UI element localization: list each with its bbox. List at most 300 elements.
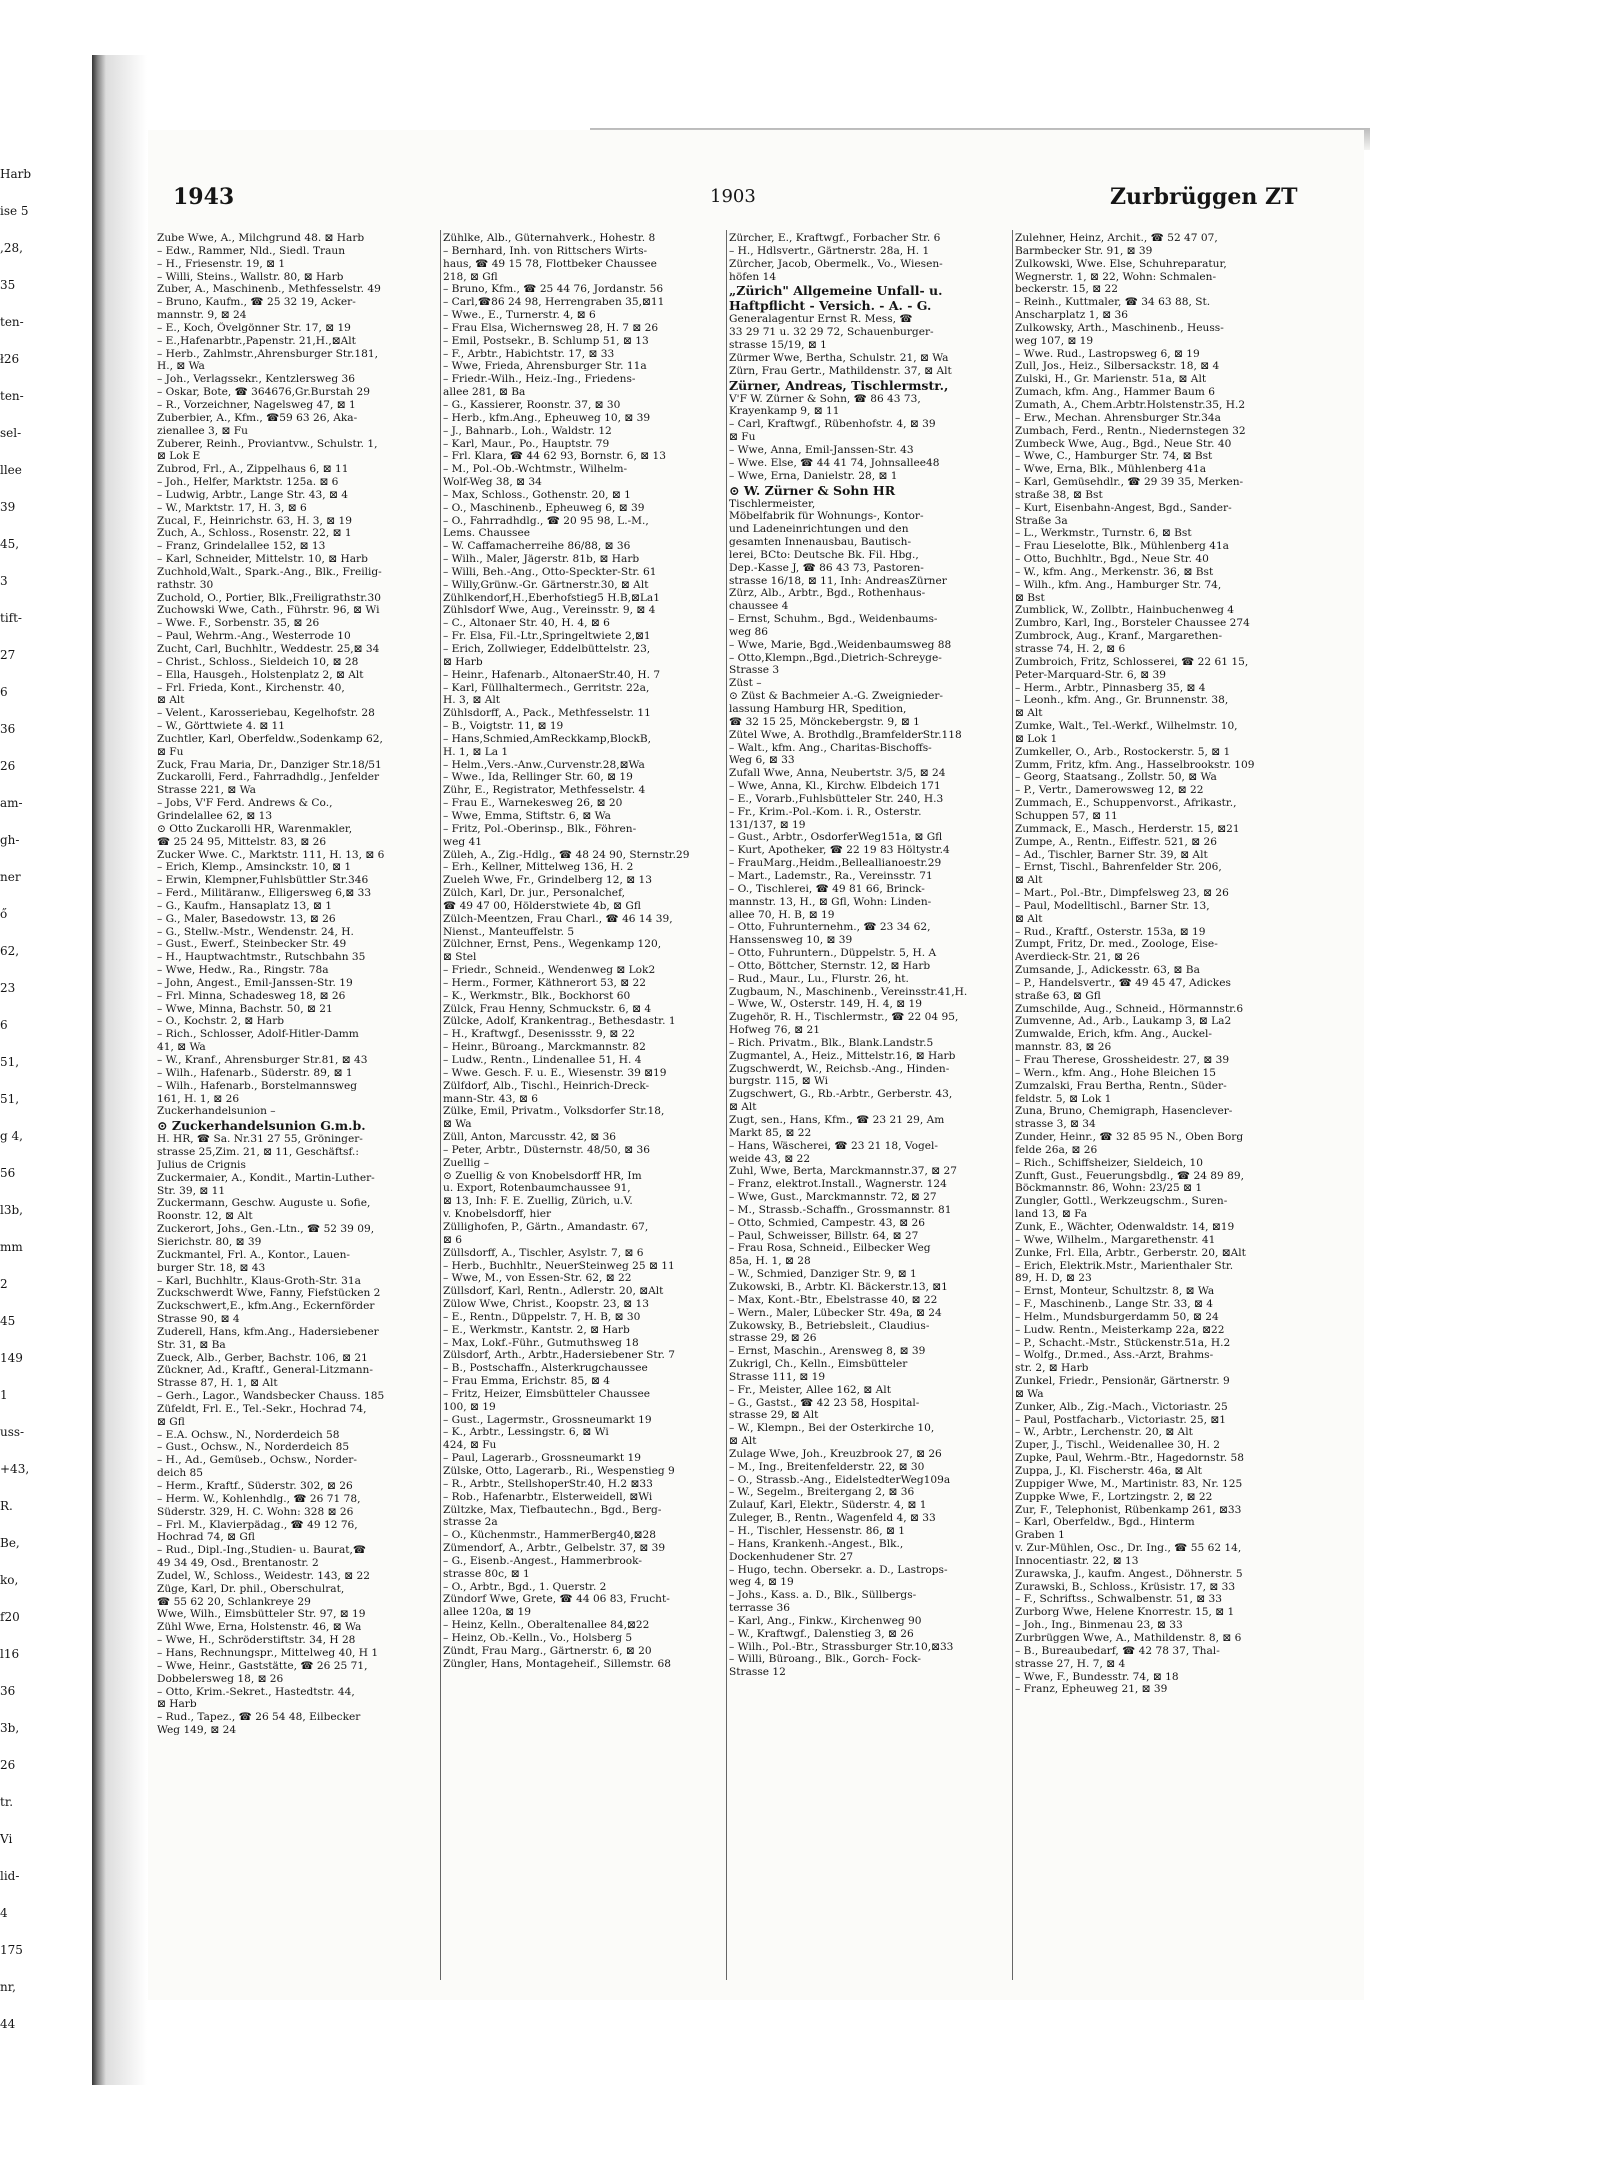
fragment-text: 23 — [0, 981, 16, 995]
directory-entry: 33 29 71 u. 32 29 72, Schauenburger- — [729, 326, 934, 339]
directory-entry: – Ludwig, Arbtr., Lange Str. 43, ⊠ 4 — [157, 488, 348, 501]
directory-entry: Wolf-Weg 38, ⊠ 34 — [443, 476, 542, 489]
directory-entry: – J., Bahnarb., Loh., Waldstr. 12 — [443, 424, 612, 437]
directory-entry: Zumkeller, O., Arb., Rostockerstr. 5, ⊠ 1 — [1015, 745, 1231, 758]
directory-entry: Strasse 12 — [729, 1666, 786, 1679]
directory-entry: – F., Arbtr., Habichtstr. 17, ⊠ 33 — [443, 347, 615, 360]
directory-entry: 85a, H. 1, ⊠ 28 — [729, 1255, 811, 1268]
directory-entry: Dep.-Kasse J, ☎ 86 43 73, Pastoren- — [729, 561, 924, 574]
directory-entry: Zürmer Wwe, Bertha, Schulstr. 21, ⊠ Wa — [729, 351, 949, 364]
directory-entry: – Wilh., kfm. Ang., Hamburger Str. 74, — [1015, 578, 1222, 591]
directory-entry: Zühlkendorf,H.,Eberhofstieg5 H.B,⊠La1 — [443, 591, 660, 604]
directory-entry: 41, ⊠ Wa — [157, 1041, 206, 1054]
directory-entry: Zurawska, J., kaufm. Angest., Döhnerstr. 5 — [1015, 1567, 1243, 1580]
directory-entry: Zückner, Ad., Kraftf., General-Litzmann- — [157, 1364, 373, 1377]
fragment-text: lid- — [0, 1869, 20, 1883]
directory-entry: strasse 29, ⊠ Alt — [729, 1409, 819, 1422]
directory-entry: ⊠ Alt — [1015, 912, 1043, 925]
directory-entry: – Herb., kfm.Ang., Epheuweg 10, ⊠ 39 — [443, 411, 651, 424]
directory-entry: 424, ⊠ Fu — [443, 1439, 497, 1452]
directory-entry: – Max, Lokf.-Führ., Gutmuthsweg 18 — [443, 1336, 639, 1349]
directory-entry: Zürcher, E., Kraftwgf., Forbacher Str. 6 — [729, 232, 941, 244]
fragment-text: llee — [0, 463, 22, 477]
directory-entry: – Velent., Karosseriebau, Kegelhofstr. 28 — [157, 707, 375, 720]
directory-entry: Zudel, W., Schloss., Weidestr. 143, ⊠ 22 — [157, 1569, 370, 1582]
directory-entry: – Otto, Fuhruntern., Düppelstr. 5, H. A — [729, 947, 937, 960]
directory-entry: 89, H. D, ⊠ 23 — [1015, 1272, 1092, 1285]
directory-entry: – Karl, Oberfeldw., Bgd., Hinterm — [1015, 1516, 1195, 1529]
directory-entry: ⊠ Lok E — [157, 450, 201, 463]
directory-entry: – Heinz, Ob.-Kelln., Vo., Holsberg 5 — [443, 1631, 633, 1644]
directory-entry: ☎ 49 47 00, Hölderstwiete 4b, ⊠ Gfl — [443, 899, 641, 912]
directory-entry: – W., kfm. Ang., Merkenstr. 36, ⊠ Bst — [1015, 565, 1214, 578]
directory-entry: – B., Bureaubedarf, ☎ 42 78 37, Thal- — [1015, 1644, 1220, 1657]
directory-entry: – Bruno, Kaufm., ☎ 25 32 19, Acker- — [157, 296, 356, 309]
directory-entry: ⊠ Lok 1 — [1015, 732, 1058, 745]
directory-entry: – Ferd., Militäranw., Elligersweg 6,⊠ 33 — [157, 887, 372, 900]
directory-entry: – Friedr.-Wilh., Heiz.-Ing., Friedens- — [443, 373, 636, 386]
directory-entry: ⊠ Alt — [157, 694, 185, 707]
directory-entry: – Mart., Pol.-Btr., Dimpfelsweg 23, ⊠ 26 — [1015, 887, 1229, 900]
directory-entry: Zumbroich, Fritz, Schlosserei, ☎ 22 61 15, — [1015, 655, 1249, 668]
fragment-text: 26 — [0, 759, 16, 773]
fragment-text: l16 — [0, 1647, 20, 1661]
directory-entry: Zumpt, Fritz, Dr. med., Zoologe, Eise- — [1015, 938, 1218, 951]
directory-entry: – Oskar, Bote, ☎ 364676,Gr.Burstah 29 — [157, 386, 371, 399]
directory-entry: Zummach, E., Schuppenvorst., Afrikastr., — [1015, 797, 1237, 810]
fragment-text: 56 — [0, 1166, 16, 1180]
directory-entry: – G., Gastst., ☎ 42 23 58, Hospital- — [729, 1396, 920, 1409]
directory-entry: – W., Schmied, Danziger Str. 9, ⊠ 1 — [729, 1268, 917, 1281]
directory-entry: – Joh., Verlagssekr., Kentzlersweg 36 — [157, 373, 355, 386]
directory-entry: – Wwe, Wilhelm., Margarethenstr. 41 — [1015, 1233, 1216, 1246]
directory-entry: ⊙ Otto Zuckarolli HR, Warenmakler, — [157, 822, 353, 835]
directory-entry: Wwe, Wilh., Eimsbütteler Str. 97, ⊠ 19 — [157, 1608, 366, 1621]
directory-entry: ☎ 32 15 25, Mönckebergstr. 9, ⊠ 1 — [729, 715, 920, 728]
directory-entry: – Erich, Klemp., Amsinckstr. 10, ⊠ 1 — [157, 861, 352, 874]
directory-entry: – Heinz, Kelln., Oberaltenallee 84,⊠22 — [443, 1619, 650, 1632]
directory-entry: – Rud., Tapez., ☎ 26 54 48, Eilbecker — [157, 1711, 361, 1724]
directory-entry: Zülck, Frau Henny, Schmuckstr. 6, ⊠ 4 — [443, 1002, 652, 1015]
directory-entry: 161, H. 1, ⊠ 26 — [157, 1092, 240, 1105]
fragment-text: 26 — [0, 1758, 16, 1772]
directory-entry: höfen 14 — [729, 270, 777, 283]
directory-entry: Zuckarolli, Ferd., Fahrradhdlg., Jenfelder — [157, 771, 380, 784]
directory-entry: Zulehner, Heinz, Archit., ☎ 52 47 07, — [1015, 232, 1218, 244]
directory-entry: Zurborg Wwe, Helene Knorrestr. 15, ⊠ 1 — [1015, 1606, 1235, 1619]
directory-entry: – P., Vertr., Damerowsweg 12, ⊠ 22 — [1015, 784, 1204, 797]
directory-entry: – Helm.,Vers.-Anw.,Curvenstr.28,⊠Wa — [443, 758, 645, 771]
directory-entry: v. Knobelsdorff, hier — [443, 1208, 552, 1221]
directory-entry: – Otto, Schmied, Campestr. 43, ⊠ 26 — [729, 1216, 925, 1229]
directory-entry: – Paul, Lagerarb., Grossneumarkt 19 — [443, 1452, 641, 1465]
directory-entry: Peter-Marquard-Str. 6, ⊠ 39 — [1015, 668, 1167, 681]
directory-entry: Zukrigl, Ch., Kelln., Eimsbütteler — [729, 1358, 908, 1371]
fragment-text: R. — [0, 1499, 13, 1513]
directory-entry: – Joh., Helfer, Marktstr. 125a. ⊠ 6 — [157, 476, 339, 489]
directory-entry: Zülfdorf, Alb., Tischl., Heinrich-Dreck- — [443, 1079, 650, 1092]
directory-entry: – Wern., Maler, Lübecker Str. 49a, ⊠ 24 — [729, 1306, 942, 1319]
directory-entry: – Fr., Meister, Allee 162, ⊠ Alt — [729, 1383, 891, 1396]
directory-entry: Zumblick, W., Zollbtr., Hainbuchenweg 4 — [1015, 604, 1235, 617]
directory-entry: Hofweg 76, ⊠ 21 — [729, 1024, 820, 1037]
fragment-text: 6 — [0, 1018, 8, 1032]
directory-entry: Zülsdorf, Arth., Arbtr.,Hadersiebener Str. 7 — [443, 1349, 676, 1362]
directory-entry: – Otto, Buchhltr., Bgd., Neue Str. 40 — [1015, 553, 1209, 566]
directory-entry: Zunker, Alb., Zig.-Mach., Victoriastr. 25 — [1015, 1400, 1228, 1413]
directory-entry: – H., Ad., Gemüseb., Ochsw., Norder- — [157, 1454, 357, 1467]
directory-entry: Julius de Crignis — [157, 1158, 246, 1171]
directory-entry: Zumke, Walt., Tel.-Werkf., Wilhelmstr. 10, — [1015, 720, 1238, 733]
directory-entry: Zühr, E., Registrator, Methfesselstr. 4 — [443, 784, 646, 797]
directory-entry: – Gust., Arbtr., OsdorferWeg151a, ⊠ Gfl — [729, 831, 943, 844]
directory-entry: – Hans, Rechnungspr., Mittelweg 40, H 1 — [157, 1646, 379, 1659]
directory-entry: – Frl. M., Klavierpädag., ☎ 49 12 76, — [157, 1518, 358, 1531]
directory-entry: – Helm., Mundsburgerdamm 50, ⊠ 24 — [1015, 1310, 1219, 1323]
directory-entry: – E., Werkmstr., Kantstr. 2, ⊠ Harb — [443, 1323, 630, 1336]
directory-entry: – Wwe, Minna, Bachstr. 50, ⊠ 21 — [157, 1002, 333, 1015]
directory-entry: – E.A. Ochsw., N., Norderdeich 58 — [157, 1428, 340, 1441]
directory-entry: Zuhl, Wwe, Berta, Marckmannstr.37, ⊠ 27 — [729, 1165, 958, 1178]
directory-entry: Markt 85, ⊠ 22 — [729, 1126, 812, 1139]
directory-entry: – R., Vorzeichner, Nagelsweg 47, ⊠ 1 — [157, 398, 356, 411]
directory-entry: – Wilh., Hafenarb., Süderstr. 89, ⊠ 1 — [157, 1066, 353, 1079]
directory-entry: – H., Kraftwgf., Desenissstr. 9, ⊠ 22 — [443, 1028, 636, 1041]
directory-entry: Zunke, Frl. Ella, Arbtr., Gerberstr. 20, ⊠Alt — [1015, 1246, 1246, 1259]
directory-entry: Zuberer, Reinh., Proviantvw., Schulstr. 1, — [157, 437, 378, 450]
directory-entry: – Karl, Maur., Po., Hauptstr. 79 — [443, 437, 610, 450]
directory-entry: Zugbaum, N., Maschinenb., Vereinsstr.41,H. — [729, 985, 968, 998]
directory-entry: – Wwe, W., Osterstr. 149, H. 4, ⊠ 19 — [729, 998, 922, 1011]
directory-entry: – Edw., Rammer, Nld., Siedl. Traun — [157, 244, 346, 257]
directory-entry: – Bernhard, Inh. von Rittschers Wirts- — [443, 244, 648, 257]
directory-entry: Zumm, Fritz, kfm. Ang., Hasselbrookstr. 109 — [1015, 758, 1255, 771]
directory-entry: – K., Arbtr., Lessingstr. 6, ⊠ Wi — [443, 1426, 609, 1439]
directory-entry: Zugmantel, A., Heiz., Mittelstr.16, ⊠ Harb — [729, 1049, 956, 1062]
directory-entry: Anscharplatz 1, ⊠ 36 — [1015, 309, 1128, 322]
directory-entry: – Emil, Postsekr., B. Schlump 51, ⊠ 13 — [443, 334, 649, 347]
directory-entry: – Franz, Epheuweg 21, ⊠ 39 — [1015, 1683, 1168, 1696]
directory-entry: Züst – — [729, 677, 762, 690]
fragment-text: f20 — [0, 1610, 20, 1624]
directory-entry: Zuchowski Wwe, Cath., Führstr. 96, ⊠ Wi — [157, 604, 380, 617]
directory-entry: Züll, Anton, Marcusstr. 42, ⊠ 36 — [443, 1131, 617, 1144]
fragment-text: 45 — [0, 1314, 16, 1328]
directory-entry: Zugschwert, G., Rb.-Arbtr., Gerberstr. 43, — [729, 1088, 953, 1101]
directory-entry: Zuckermaier, A., Kondit., Martin-Luther- — [157, 1171, 375, 1184]
directory-entry: Zumath, A., Chem.Arbtr.Holstenstr.35, H.2 — [1015, 398, 1246, 411]
directory-entry: land 13, ⊠ Fa — [1015, 1208, 1088, 1221]
directory-entry: Zündorf Wwe, Grete, ☎ 44 06 83, Frucht- — [443, 1593, 670, 1606]
directory-entry: „Zürich" Allgemeine Unfall- u. — [729, 283, 943, 299]
directory-entry: – Wwe, H., Schröderstiftstr. 34, H 28 — [157, 1634, 356, 1647]
directory-entry: Weg 149, ⊠ 24 — [157, 1724, 237, 1737]
directory-entry: Zungler, Gottl., Werkzeugschm., Suren- — [1015, 1195, 1228, 1208]
directory-entry: lerei, BCto: Deutsche Bk. Fil. Hbg., — [729, 548, 919, 561]
directory-entry: – Hans,Schmied,AmReckkamp,BlockB, — [443, 732, 651, 745]
directory-entry: – Wwe, Erna, Danielstr. 28, ⊠ 1 — [729, 469, 898, 482]
directory-entry: Zülske, Otto, Lagerarb., Ri., Wespenstieg 9 — [443, 1465, 675, 1477]
directory-entry: Zumbro, Karl, Ing., Borsteler Chaussee 274 — [1015, 617, 1250, 630]
directory-entry: – E., Vorarb.,Fuhlsbütteler Str. 240, H.3 — [729, 792, 944, 805]
directory-entry: Zumbeck Wwe, Aug., Bgd., Neue Str. 40 — [1015, 437, 1232, 450]
directory-entry: – Frl. Klara, ☎ 44 62 93, Bornstr. 6, ⊠ 13 — [443, 450, 666, 463]
fragment-text: ő — [0, 907, 8, 921]
directory-entry: – Wilh., Pol.-Btr., Strassburger Str.10,⊠33 — [729, 1640, 954, 1653]
directory-entry: – H., Hauptwachtmstr., Rutschbahn 35 — [157, 951, 366, 964]
directory-entry: Krayenkamp 9, ⊠ 11 — [729, 405, 840, 418]
directory-entry: – Rich., Schiffsheizer, Sieldeich, 10 — [1015, 1156, 1203, 1169]
directory-entry: – Wwe, Emma, Stiftstr. 6, ⊠ Wa — [443, 809, 611, 822]
directory-entry: Zuck, Frau Maria, Dr., Danziger Str.18/51 — [157, 758, 382, 771]
fragment-text: Vi — [0, 1832, 13, 1846]
directory-entry: Generalagentur Ernst R. Mess, ☎ — [729, 313, 913, 326]
directory-entry: Weg 6, ⊠ 33 — [729, 754, 795, 767]
directory-entry: – Wwe, Anna, Emil-Janssen-Str. 43 — [729, 443, 914, 456]
directory-entry: – Wwe., E., Turnerstr. 4, ⊠ 6 — [443, 309, 596, 322]
directory-entry: Strasse 221, ⊠ Wa — [157, 784, 256, 797]
directory-entry: Zuppke Wwe, F., Lortzingstr. 2, ⊠ 22 — [1015, 1490, 1213, 1503]
directory-entry: Zuckerort, Johs., Gen.-Ltn., ☎ 52 39 09, — [157, 1223, 375, 1236]
directory-entry: Str. 31, ⊠ Ba — [157, 1338, 226, 1351]
directory-entry: – Leonh., kfm. Ang., Gr. Brunnenstr. 38, — [1015, 694, 1229, 707]
directory-entry: – Karl, Schneider, Mittelstr. 10, ⊠ Harb — [157, 553, 368, 566]
directory-entry: – Ella, Hausgeh., Holstenplatz 2, ⊠ Alt — [157, 668, 364, 681]
directory-entry: Zumsande, J., Adickesstr. 63, ⊠ Ba — [1015, 964, 1200, 977]
fragment-text: mm — [0, 1240, 23, 1254]
directory-entry: Zülke, Emil, Privatm., Volksdorfer Str.18, — [443, 1105, 665, 1118]
directory-entry: – Heinr., Hafenarb., AltonaerStr.40, H. 7 — [443, 668, 661, 681]
directory-entry: – H., Tischler, Hessenstr. 86, ⊠ 1 — [729, 1525, 905, 1537]
directory-entry: haus, ☎ 49 15 78, Flottbeker Chaussee — [443, 257, 657, 270]
directory-entry: – Herm. W., Kohlenhdlg., ☎ 26 71 78, — [157, 1492, 361, 1505]
directory-entry: – Rud., Kraftf., Osterstr. 153a, ⊠ 19 — [1015, 925, 1206, 938]
directory-entry: allee 120a, ⊠ 19 — [443, 1606, 531, 1619]
directory-entry: Zulage Wwe, Joh., Kreuzbrook 27, ⊠ 26 — [729, 1447, 942, 1460]
directory-entry: – Herm., Arbtr., Pinnasberg 35, ⊠ 4 — [1015, 681, 1206, 694]
directory-entry: – Willy,Grünw.-Gr. Gärtnerstr.30, ⊠ Alt — [443, 578, 649, 591]
directory-entry: – Christ., Schloss., Sieldeich 10, ⊠ 28 — [157, 655, 359, 668]
directory-entry: – Georg, Staatsang., Zollstr. 50, ⊠ Wa — [1015, 771, 1217, 784]
directory-entry: – Frl. Minna, Schadesweg 18, ⊠ 26 — [157, 989, 346, 1002]
directory-entry: Lems. Chaussee — [443, 527, 531, 540]
directory-entry: Züleh, A., Zig.-Hdlg., ☎ 48 24 90, Sternstr.29 — [443, 848, 690, 861]
fragment-text: 6 — [0, 685, 8, 699]
fragment-text: Be, — [0, 1536, 20, 1550]
fragment-text: 36 — [0, 1684, 16, 1698]
directory-entry: – Willi, Steins., Wallstr. 80, ⊠ Harb — [157, 270, 344, 283]
directory-entry: straße 38, ⊠ Bst — [1015, 488, 1103, 501]
column-3 — [729, 232, 1011, 1992]
fragment-text: ner — [0, 870, 21, 884]
directory-entry: – Wwe, F., Bundesstr. 74, ⊠ 18 — [1015, 1670, 1179, 1683]
directory-entry: Strasse 90, ⊠ 4 — [157, 1313, 240, 1326]
directory-entry: Zuna, Bruno, Chemigraph, Hasenclever- — [1015, 1105, 1233, 1118]
directory-entry: Zühlsdorf Wwe, Aug., Vereinsstr. 9, ⊠ 4 — [443, 604, 656, 617]
directory-entry: v. Zur-Mühlen, Osc., Dr. Ing., ☎ 55 62 14, — [1015, 1542, 1242, 1555]
fragment-text: uss- — [0, 1425, 25, 1439]
directory-entry: – P., Schacht.-Mstr., Stückenstr.51a, H.2 — [1015, 1336, 1231, 1349]
directory-entry: – Herb., Zahlmstr.,Ahrensburger Str.181, — [157, 347, 378, 360]
fragment-text: +43, — [0, 1462, 30, 1476]
directory-entry: Zukowsky, B., Betriebsleit., Claudius- — [729, 1319, 930, 1332]
directory-entry: Graben 1 — [1015, 1529, 1065, 1542]
directory-entry: – Karl, Ang., Finkw., Kirchenweg 90 — [729, 1614, 922, 1627]
directory-entry: H., ⊠ Wa — [157, 360, 205, 373]
directory-entry: – Wwe., Ida, Rellinger Str. 60, ⊠ 19 — [443, 771, 633, 784]
directory-entry: Zürn, Frau Gertr., Mathildenstr. 37, ⊠ Alt — [729, 364, 952, 377]
directory-entry: Zülch-Meentzen, Frau Charl., ☎ 46 14 39, — [443, 912, 673, 925]
catchword: Zurbrüggen ZT — [1110, 184, 1298, 210]
directory-entry: strasse 2a — [443, 1516, 498, 1529]
directory-entry: – Heinr., Büroang., Marckmannstr. 82 — [443, 1041, 646, 1054]
fragment-text: 1 — [0, 1388, 8, 1402]
fragment-text: 35 — [0, 278, 16, 292]
directory-entry: Hochrad 74, ⊠ Gfl — [157, 1531, 255, 1544]
directory-entry: Zültzke, Max, Tiefbautechn., Bgd., Berg- — [443, 1503, 662, 1516]
directory-entry: – Wwe, C., Hamburger Str. 74, ⊠ Bst — [1015, 450, 1213, 463]
directory-entry: – Erwin, Klempner,Fuhlsbüttler Str.346 — [157, 874, 369, 887]
directory-entry: Zubrod, Frl., A., Zippelhaus 6, ⊠ 11 — [157, 463, 349, 476]
directory-entry: Zueleh Wwe, Fr., Grindelberg 12, ⊠ 13 — [443, 874, 652, 887]
directory-entry: – G., Eisenb.-Angest., Hammerbrook- — [443, 1554, 642, 1567]
directory-entry: Straße 3a — [1015, 514, 1068, 527]
directory-entry: – Fritz, Heizer, Eimsbütteler Chaussee — [443, 1387, 650, 1400]
fragment-text: ł26 — [0, 352, 20, 366]
fragment-text: ise 5 — [0, 204, 29, 218]
directory-entry: Strasse 3 — [729, 664, 780, 677]
directory-entry: Zugschwerdt, W., Reichsb.-Ang., Hinden- — [729, 1062, 950, 1075]
directory-entry: – B., Postschaffn., Alsterkrugchaussee — [443, 1362, 648, 1375]
directory-entry: – G., Kaufm., Hansaplatz 13, ⊠ 1 — [157, 899, 332, 912]
directory-entry: – W. Caffamacherreihe 86/88, ⊠ 36 — [443, 540, 631, 553]
running-head — [165, 184, 1298, 216]
directory-entry: – R., Arbtr., StellshoperStr.40, H.2 ⊠33 — [443, 1477, 653, 1490]
directory-entry: – Frau Therese, Grossheidestr. 27, ⊠ 39 — [1015, 1054, 1230, 1066]
fragment-text: 62, — [0, 944, 20, 958]
directory-entry: weg 107, ⊠ 19 — [1015, 334, 1094, 347]
fragment-text: 2 — [0, 1277, 8, 1291]
fragment-text: 3b, — [0, 1721, 20, 1735]
fragment-text: 36 — [0, 722, 16, 736]
directory-entry: – Erw., Mechan. Ahrensburger Str.34a — [1015, 411, 1221, 424]
directory-entry: – Wwe, Heinr., Gaststätte, ☎ 26 25 71, — [157, 1659, 368, 1672]
fragment-text: 3 — [0, 574, 8, 588]
directory-entry: weg 86 — [729, 625, 768, 638]
directory-entry: – Jobs, V'F Ferd. Andrews & Co., — [157, 797, 333, 810]
directory-entry: – Wwe, Gust., Marckmannstr. 72, ⊠ 27 — [729, 1191, 937, 1204]
directory-entry: Zumwalde, Erich, kfm. Ang., Auckel- — [1015, 1028, 1213, 1041]
directory-entry: str. 2, ⊠ Harb — [1015, 1362, 1089, 1375]
directory-entry: – E., Koch, Övelgönner Str. 17, ⊠ 19 — [157, 321, 351, 334]
directory-entry: Züllsdorf, Karl, Rentn., Adlerstr. 20, ⊠Alt — [443, 1285, 664, 1298]
directory-entry: Roonstr. 12, ⊠ Alt — [157, 1210, 253, 1223]
fragment-text: ko, — [0, 1573, 19, 1587]
fragment-text: nr, — [0, 1980, 16, 1994]
directory-entry: Zütel Wwe, A. Brothdlg.,BramfelderStr.118 — [729, 728, 962, 741]
directory-entry: Zülch, Karl, Dr. jur., Personalchef, — [443, 887, 625, 900]
directory-entry: Zuckmantel, Frl. A., Kontor., Lauen- — [157, 1248, 350, 1261]
directory-entry: Zuckschwerdt Wwe, Fanny, Fiefstücken 2 — [157, 1287, 381, 1300]
directory-entry: – G., Kassierer, Roonstr. 37, ⊠ 30 — [443, 398, 621, 411]
directory-entry: – Wwe. Rud., Lastropsweg 6, ⊠ 19 — [1015, 347, 1200, 360]
directory-entry: ⊙ W. Zürner & Sohn HR — [729, 482, 896, 498]
directory-entry: strasse 15/19, ⊠ 1 — [729, 339, 827, 352]
directory-entry: mannstr. 83, ⊠ 26 — [1015, 1041, 1112, 1054]
directory-entry: Zummack, E., Masch., Herderstr. 15, ⊠21 — [1015, 822, 1240, 835]
directory-entry: ⊠ Alt — [1015, 707, 1043, 720]
directory-entry: – Fr., Krim.-Pol.-Kom. i. R., Osterstr. — [729, 805, 922, 818]
directory-entry: Zürner, Andreas, Tischlermstr., — [729, 377, 949, 393]
directory-entry: Strasse 111, ⊠ 19 — [729, 1370, 826, 1383]
directory-entry: allee 70, H. B, ⊠ 19 — [729, 908, 835, 921]
directory-entry: V'F W. Zürner & Sohn, ☎ 86 43 73, — [729, 392, 921, 405]
directory-entry: – Wwe, Marie, Bgd.,Weidenbaumsweg 88 — [729, 638, 952, 651]
directory-entry: Schuppen 57, ⊠ 11 — [1015, 809, 1118, 822]
directory-entry: – Fr. Elsa, Fil.-Ltr.,Springeltwiete 2,⊠1 — [443, 630, 651, 643]
directory-entry: – W., Arbtr., Lerchenstr. 20, ⊠ Alt — [1015, 1426, 1193, 1439]
directory-entry: Zuppiger Wwe, M., Martinistr. 83, Nr. 125 — [1015, 1477, 1243, 1490]
fragment-text: gh- — [0, 833, 20, 847]
directory-entry: Barmbecker Str. 91, ⊠ 39 — [1015, 244, 1153, 257]
directory-entry: – Willi, Büroang., Blk., Gorch- Fock- — [729, 1653, 921, 1666]
directory-entry: Zumschilde, Aug., Schneid., Hörmannstr.6 — [1015, 1002, 1244, 1015]
directory-entry: – Rud., Maur., Lu., Flurstr. 26, ht. — [729, 972, 909, 985]
directory-entry: ⊠ Alt — [729, 1101, 757, 1114]
directory-entry: ⊙ Zuellig & von Knobelsdorff HR, Im — [443, 1169, 642, 1182]
directory-entry: – Max, Schloss., Gothenstr. 20, ⊠ 1 — [443, 488, 631, 501]
directory-entry: – Otto, Böttcher, Sternstr. 12, ⊠ Harb — [729, 959, 931, 972]
directory-entry: – M., Strassb.-Schaffn., Grossmannstr. 81 — [729, 1203, 952, 1216]
directory-entry: Zuchhold,Walt., Spark.-Ang., Blk., Freilig- — [157, 565, 382, 578]
directory-entry: Zucal, F., Heinrichstr. 63, H. 3, ⊠ 19 — [157, 514, 352, 527]
directory-entry: – Wwe, Hedw., Ra., Ringstr. 78a — [157, 964, 329, 977]
directory-entry: mann-Str. 43, ⊠ 6 — [443, 1092, 538, 1105]
directory-entry: – Gust., Ochsw., N., Norderdeich 85 — [157, 1441, 350, 1454]
directory-entry: Zühlsdorff, A., Pack., Methfesselstr. 11 — [443, 707, 651, 720]
directory-entry: – Ludw. Rentn., Meisterkamp 22a, ⊠22 — [1015, 1323, 1225, 1336]
directory-entry: – Joh., Ing., Binmenau 23, ⊠ 33 — [1015, 1619, 1183, 1632]
directory-entry: – O., Tischlerei, ☎ 49 81 66, Brinck- — [729, 882, 925, 895]
directory-entry: – Rud., Dipl.-Ing.,Studien- u. Baurat,☎ — [157, 1544, 367, 1557]
directory-entry: – Max, Kont.-Btr., Ebelstrasse 40, ⊠ 22 — [729, 1293, 938, 1306]
directory-entry: ⊙ Zuckerhandelsunion G.m.b. — [157, 1118, 366, 1134]
fragment-text: ten- — [0, 315, 24, 329]
directory-entry: – Karl, Füllhaltermech., Gerritstr. 22a, — [443, 681, 650, 694]
directory-entry: – Johs., Kass. a. D., Blk., Süllbergs- — [729, 1589, 917, 1602]
directory-entry: Zuchtler, Karl, Oberfeldw.,Sodenkamp 62, — [157, 732, 383, 745]
directory-entry: – Paul, Wehrm.-Ang., Westerrode 10 — [157, 630, 351, 643]
directory-entry: weg 41 — [443, 835, 482, 848]
directory-entry: – W., Kraftwgf., Dalenstieg 3, ⊠ 26 — [729, 1627, 914, 1640]
fragment-text: sel- — [0, 426, 22, 440]
directory-entry: Averdieck-Str. 21, ⊠ 26 — [1015, 951, 1140, 964]
directory-entry: – Wwe. F., Sorbenstr. 35, ⊠ 26 — [157, 617, 320, 630]
directory-entry: Zulkowsky, Arth., Maschinenb., Heuss- — [1015, 321, 1224, 334]
directory-entry: – Frau Lieselotte, Blk., Mühlenberg 41a — [1015, 540, 1229, 553]
directory-entry: lassung Hamburg HR, Spedition, — [729, 703, 907, 715]
directory-entry: Zugt, sen., Hans, Kfm., ☎ 23 21 29, Am — [729, 1114, 945, 1126]
directory-entry: – Otto, Krim.-Sekret., Hastedtstr. 44, — [157, 1685, 355, 1698]
directory-entry: – Frau Emma, Erichstr. 85, ⊠ 4 — [443, 1375, 610, 1388]
directory-entry: – Fritz, Pol.-Oberinsp., Blk., Föhren- — [443, 822, 637, 835]
directory-entry: – K., Werkmstr., Blk., Bockhorst 60 — [443, 989, 631, 1002]
directory-entry: Zulski, H., Gr. Marienstr. 51a, ⊠ Alt — [1015, 373, 1207, 386]
directory-entry: Dobbelersweg 18, ⊠ 26 — [157, 1672, 284, 1685]
directory-entry: ⊠ Wa — [443, 1118, 472, 1131]
directory-entry: H. HR, ☎ Sa. Nr.31 27 55, Gröninger- — [157, 1133, 363, 1146]
directory-entry: – Erich, Elektrik.Mstr., Marienthaler Str. — [1015, 1259, 1234, 1272]
